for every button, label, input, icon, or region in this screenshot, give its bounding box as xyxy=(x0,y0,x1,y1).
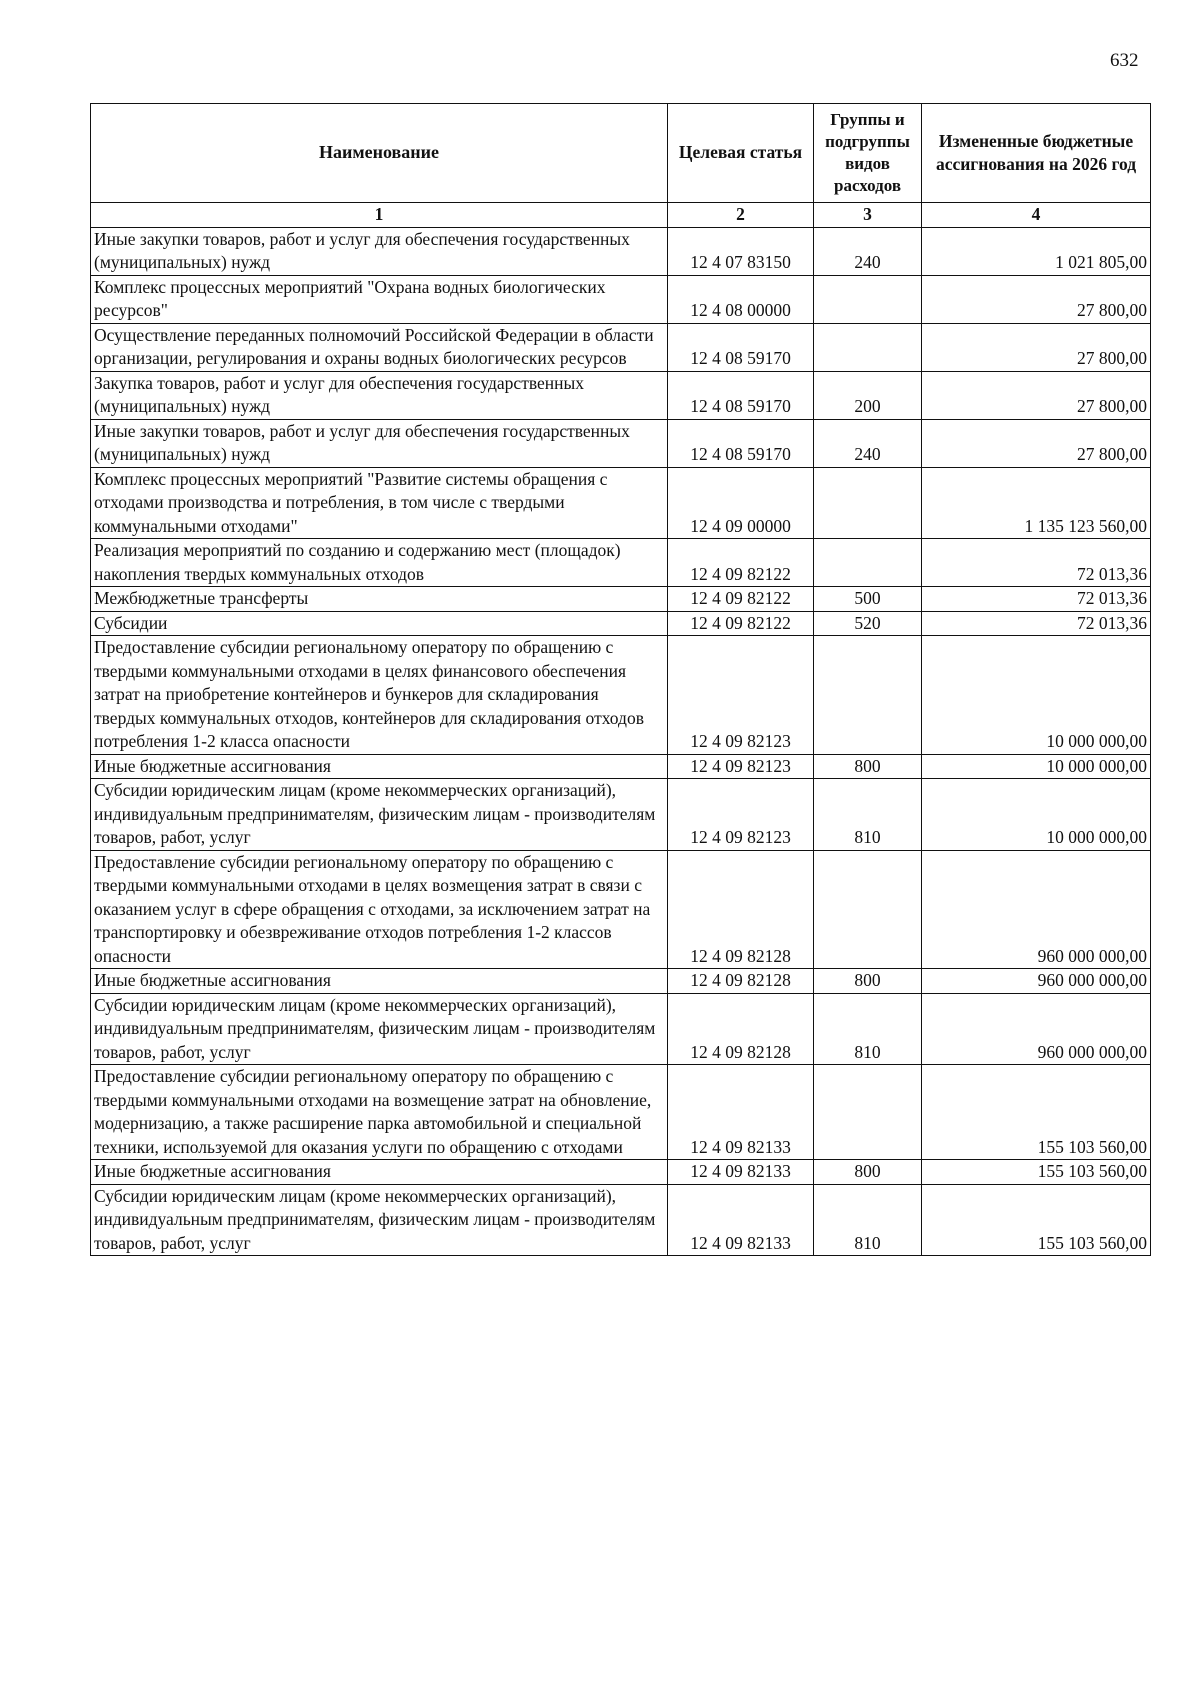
table-row xyxy=(91,1184,1151,1256)
row-amount: 10 000 000,00 xyxy=(922,754,1151,779)
column-number: 2 xyxy=(668,203,814,228)
header-expense-groups: Группы и подгруппы видов расходов xyxy=(814,104,922,203)
row-expense-group: 200 xyxy=(814,371,922,419)
column-number-row xyxy=(91,203,1151,228)
row-amount: 10 000 000,00 xyxy=(922,636,1151,755)
row-amount: 1 135 123 560,00 xyxy=(922,467,1151,539)
row-amount: 155 103 560,00 xyxy=(922,1065,1151,1160)
table-row xyxy=(91,587,1151,612)
row-target-article: 12 4 09 00000 xyxy=(668,467,814,539)
row-amount: 960 000 000,00 xyxy=(922,993,1151,1065)
table-row xyxy=(91,539,1151,587)
row-name: Реализация мероприятий по созданию и содержанию мест (площадок) накопления твердых коммунальных отходов xyxy=(91,539,668,587)
row-name: Иные бюджетные ассигнования xyxy=(91,754,668,779)
row-target-article: 12 4 08 59170 xyxy=(668,419,814,467)
page-number: 632 xyxy=(1110,50,1139,71)
table-row xyxy=(91,419,1151,467)
row-amount: 72 013,36 xyxy=(922,611,1151,636)
row-expense-group xyxy=(814,275,922,323)
row-target-article: 12 4 09 82133 xyxy=(668,1160,814,1185)
row-expense-group xyxy=(814,467,922,539)
row-expense-group xyxy=(814,636,922,755)
row-target-article: 12 4 09 82128 xyxy=(668,993,814,1065)
table-row xyxy=(91,850,1151,969)
row-amount: 155 103 560,00 xyxy=(922,1184,1151,1256)
row-name: Субсидии xyxy=(91,611,668,636)
table-row xyxy=(91,993,1151,1065)
row-amount: 960 000 000,00 xyxy=(922,969,1151,994)
table-row xyxy=(91,779,1151,851)
table-row xyxy=(91,636,1151,755)
table-row xyxy=(91,467,1151,539)
row-target-article: 12 4 09 82123 xyxy=(668,779,814,851)
row-amount: 72 013,36 xyxy=(922,587,1151,612)
row-name: Субсидии юридическим лицам (кроме некоммерческих организаций), индивидуальным предпринимателям, физическим лицам - производителям товаров, работ, услуг xyxy=(91,993,668,1065)
row-name: Комплекс процессных мероприятий "Охрана водных биологических ресурсов" xyxy=(91,275,668,323)
row-name: Иные закупки товаров, работ и услуг для обеспечения государственных (муниципальных) нужд xyxy=(91,227,668,275)
row-name: Субсидии юридическим лицам (кроме некоммерческих организаций), индивидуальным предпринимателям, физическим лицам - производителям товаров, работ, услуг xyxy=(91,779,668,851)
header-amount: Измененные бюджетные ассигнования на 2026 год xyxy=(922,104,1151,203)
row-expense-group: 520 xyxy=(814,611,922,636)
table-body xyxy=(91,227,1151,1256)
table-row xyxy=(91,227,1151,275)
row-expense-group: 810 xyxy=(814,1184,922,1256)
row-expense-group: 810 xyxy=(814,993,922,1065)
table-row xyxy=(91,275,1151,323)
row-name: Субсидии юридическим лицам (кроме некоммерческих организаций), индивидуальным предпринимателям, физическим лицам - производителям товаров, работ, услуг xyxy=(91,1184,668,1256)
row-expense-group xyxy=(814,850,922,969)
column-number: 3 xyxy=(814,203,922,228)
row-amount: 155 103 560,00 xyxy=(922,1160,1151,1185)
table-row xyxy=(91,371,1151,419)
row-target-article: 12 4 09 82123 xyxy=(668,754,814,779)
table-header-row xyxy=(91,104,1151,203)
row-target-article: 12 4 09 82123 xyxy=(668,636,814,755)
row-expense-group: 800 xyxy=(814,754,922,779)
row-name: Иные бюджетные ассигнования xyxy=(91,969,668,994)
row-amount: 1 021 805,00 xyxy=(922,227,1151,275)
row-expense-group: 240 xyxy=(814,227,922,275)
header-target-article: Целевая статья xyxy=(668,104,814,203)
row-name: Предоставление субсидии региональному оператору по обращению с твердыми коммунальными отходами в целях финансового обеспечения затрат на приобретение контейнеров и бункеров для складирования твердых коммунальных отходов, контейнеров для складирования отходов потребления 1-2 класса опасности xyxy=(91,636,668,755)
table-row xyxy=(91,611,1151,636)
row-amount: 960 000 000,00 xyxy=(922,850,1151,969)
budget-table xyxy=(90,103,1151,1256)
row-target-article: 12 4 09 82128 xyxy=(668,850,814,969)
row-target-article: 12 4 09 82122 xyxy=(668,539,814,587)
row-expense-group: 800 xyxy=(814,1160,922,1185)
row-amount: 27 800,00 xyxy=(922,371,1151,419)
row-expense-group: 810 xyxy=(814,779,922,851)
row-amount: 27 800,00 xyxy=(922,275,1151,323)
row-target-article: 12 4 08 59170 xyxy=(668,323,814,371)
table-row xyxy=(91,1160,1151,1185)
table-row xyxy=(91,754,1151,779)
row-target-article: 12 4 08 00000 xyxy=(668,275,814,323)
row-expense-group xyxy=(814,323,922,371)
row-target-article: 12 4 09 82128 xyxy=(668,969,814,994)
row-name: Осуществление переданных полномочий Российской Федерации в области организации, регулирования и охраны водных биологических ресурсов xyxy=(91,323,668,371)
row-expense-group: 240 xyxy=(814,419,922,467)
table-row xyxy=(91,323,1151,371)
row-target-article: 12 4 09 82133 xyxy=(668,1065,814,1160)
table-row xyxy=(91,969,1151,994)
header-name: Наименование xyxy=(91,104,668,203)
row-amount: 10 000 000,00 xyxy=(922,779,1151,851)
row-expense-group xyxy=(814,1065,922,1160)
row-name: Межбюджетные трансферты xyxy=(91,587,668,612)
column-number: 1 xyxy=(91,203,668,228)
column-number: 4 xyxy=(922,203,1151,228)
row-target-article: 12 4 09 82122 xyxy=(668,611,814,636)
row-name: Закупка товаров, работ и услуг для обеспечения государственных (муниципальных) нужд xyxy=(91,371,668,419)
row-target-article: 12 4 09 82133 xyxy=(668,1184,814,1256)
row-name: Предоставление субсидии региональному оператору по обращению с твердыми коммунальными отходами в целях возмещения затрат в связи с оказанием услуг в сфере обращения с отходами, за исключением затрат на транспортировку и обезвреживание отходов потребления 1-2 классов опасности xyxy=(91,850,668,969)
row-expense-group: 800 xyxy=(814,969,922,994)
row-target-article: 12 4 08 59170 xyxy=(668,371,814,419)
row-amount: 72 013,36 xyxy=(922,539,1151,587)
row-target-article: 12 4 07 83150 xyxy=(668,227,814,275)
row-name: Комплекс процессных мероприятий "Развитие системы обращения с отходами производства и потребления, в том числе с твердыми коммунальными отходами" xyxy=(91,467,668,539)
table-row xyxy=(91,1065,1151,1160)
row-amount: 27 800,00 xyxy=(922,323,1151,371)
row-name: Иные закупки товаров, работ и услуг для обеспечения государственных (муниципальных) нужд xyxy=(91,419,668,467)
row-expense-group: 500 xyxy=(814,587,922,612)
row-name: Предоставление субсидии региональному оператору по обращению с твердыми коммунальными отходами на возмещение затрат на обновление, модернизацию, а также расширение парка автомобильной и специальной техники, используемой для оказания услуги по обращению с отходами xyxy=(91,1065,668,1160)
row-expense-group xyxy=(814,539,922,587)
row-target-article: 12 4 09 82122 xyxy=(668,587,814,612)
row-amount: 27 800,00 xyxy=(922,419,1151,467)
row-name: Иные бюджетные ассигнования xyxy=(91,1160,668,1185)
